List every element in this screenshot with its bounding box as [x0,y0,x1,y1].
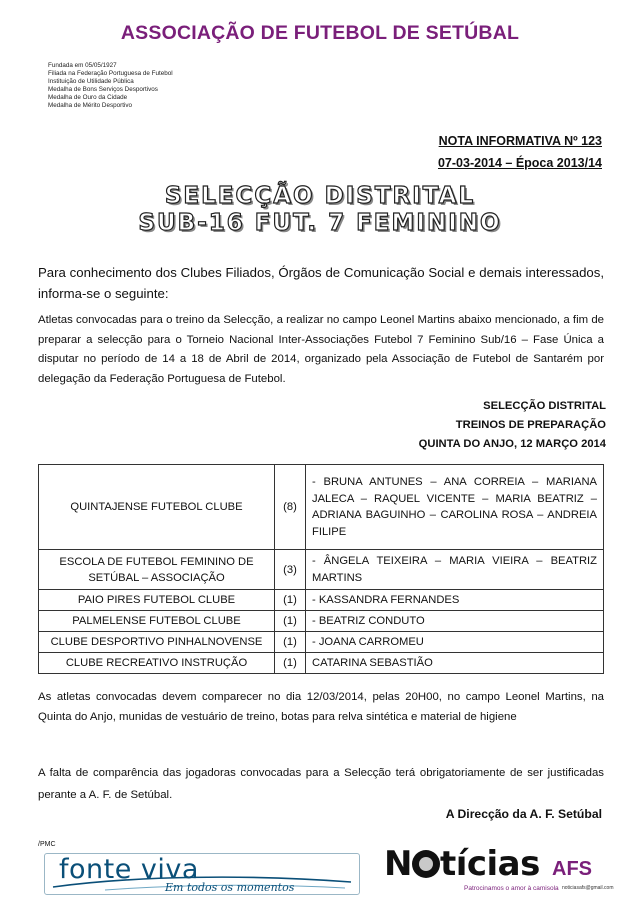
club-name: PALMELENSE FUTEBOL CLUBE [39,611,275,632]
player-list: - BEATRIZ CONDUTO [306,611,604,632]
fonte-viva-tagline: Em todos os momentos [165,881,295,894]
club-name: PAIO PIRES FUTEBOL CLUBE [39,590,275,611]
atletas-paragraph: Atletas convocadas para o treino da Selecção, a realizar no campo Leonel Martins abaixo mencionado, a fim de preparar a selecção para o Torneio Nacional Inter-Associações Futebol 7 Feminino Sub/16 – Fase Única a disputar no período de 14 a 18 de Abril de 2014, organizado pela Associação de Futebol de Santarém por delegação da Federação Portuguesa de Futebol. [38,314,604,385]
selection-line-2: TREINOS DE PREPARAÇÃO [455,419,606,431]
club-name: ESCOLA DE FUTEBOL FEMININO DE SETÚBAL – ASSOCIAÇÃO [39,550,275,590]
soccer-ball-icon [412,850,440,878]
noticias-email: noticiasafs@gmail.com [562,885,614,891]
org-info-line: Medalha de Bons Serviços Desportivos [48,86,158,93]
table-row [39,632,604,653]
org-info-line: Fundada em 05/05/1927 [48,62,117,69]
afs-label: AFS [552,858,592,880]
convocadas-table [38,464,604,674]
player-list: - JOANA CARROMEU [306,632,604,653]
fonte-viva-logo: fonte viva [59,854,199,885]
player-count: (1) [275,653,306,674]
org-info-line: Filiada na Federação Portuguesa de Futebol [48,70,173,77]
noticias-wordmark [384,844,540,884]
heading-line-1: SELECÇÃO DISTRITAL [164,183,476,209]
table-row [39,550,604,590]
player-count: (3) [275,550,306,590]
heading-line-2: SUB-16 FUT. 7 FEMININO [138,210,502,236]
noticias-prefix: N [384,844,412,884]
selection-line-1: SELECÇÃO DISTRITAL [483,400,606,412]
player-list: CATARINA SEBASTIÃO [306,653,604,674]
noticias-suffix: tícias [439,844,540,884]
player-list: - ÂNGELA TEIXEIRA – MARIA VIEIRA – BEATRIZ MARTINS [306,550,604,590]
noticias-tagline: Patrocinamos o amor à camisola [464,885,559,892]
selection-block [419,397,606,454]
org-info-line: Medalha de Ouro da Cidade [48,94,128,101]
org-info-line: Medalha de Mérito Desportivo [48,102,132,109]
player-count: (1) [275,611,306,632]
nota-informativa [438,130,602,174]
table-row [39,590,604,611]
org-info [48,62,173,110]
table-row [39,653,604,674]
signature: A Direcção da A. F. Setúbal [445,807,602,821]
org-title: ASSOCIAÇÃO DE FUTEBOL DE SETÚBAL [120,22,520,44]
fonte-viva-banner [44,853,360,895]
player-count: (8) [275,465,306,550]
player-count: (1) [275,590,306,611]
org-info-line: Instituição de Utilidade Pública [48,78,134,85]
table-row [39,465,604,550]
table-row [39,611,604,632]
nota-number: NOTA INFORMATIVA Nº 123 [438,134,602,148]
comparecer-paragraph: As atletas convocadas devem comparecer no dia 12/03/2014, pelas 20H00, no campo Leonel Martins, na Quinta do Anjo, munidas de vestuário de treino, botas para relva sintética e material de higiene [38,691,604,723]
player-count: (1) [275,632,306,653]
noticias-afs-logo [384,844,614,900]
nota-date: 07-03-2014 – Época 2013/14 [437,156,602,170]
intro-paragraph: Para conhecimento dos Clubes Filiados, Órgãos de Comunicação Social e demais interessados, informa-se o seguinte: [38,265,604,301]
document-heading [0,183,640,237]
club-name: CLUBE DESPORTIVO PINHALNOVENSE [39,632,275,653]
club-name: QUINTAJENSE FUTEBOL CLUBE [39,465,275,550]
player-list: - KASSANDRA FERNANDES [306,590,604,611]
selection-line-3: QUINTA DO ANJO, 12 MARÇO 2014 [418,438,606,450]
falta-paragraph: A falta de comparência das jogadoras convocadas para a Selecção terá obrigatoriamente de ser justificadas perante a A. F. de Setúbal. [38,767,604,801]
player-list: - BRUNA ANTUNES – ANA CORREIA – MARIANA JALECA – RAQUEL VICENTE – MARIA BEATRIZ – ADRIANA BAGUINHO – CAROLINA ROSA – ANDREIA FILIPE [306,465,604,550]
club-name: CLUBE RECREATIVO INSTRUÇÃO [39,653,275,674]
pmc-initials: /PMC [38,841,56,848]
